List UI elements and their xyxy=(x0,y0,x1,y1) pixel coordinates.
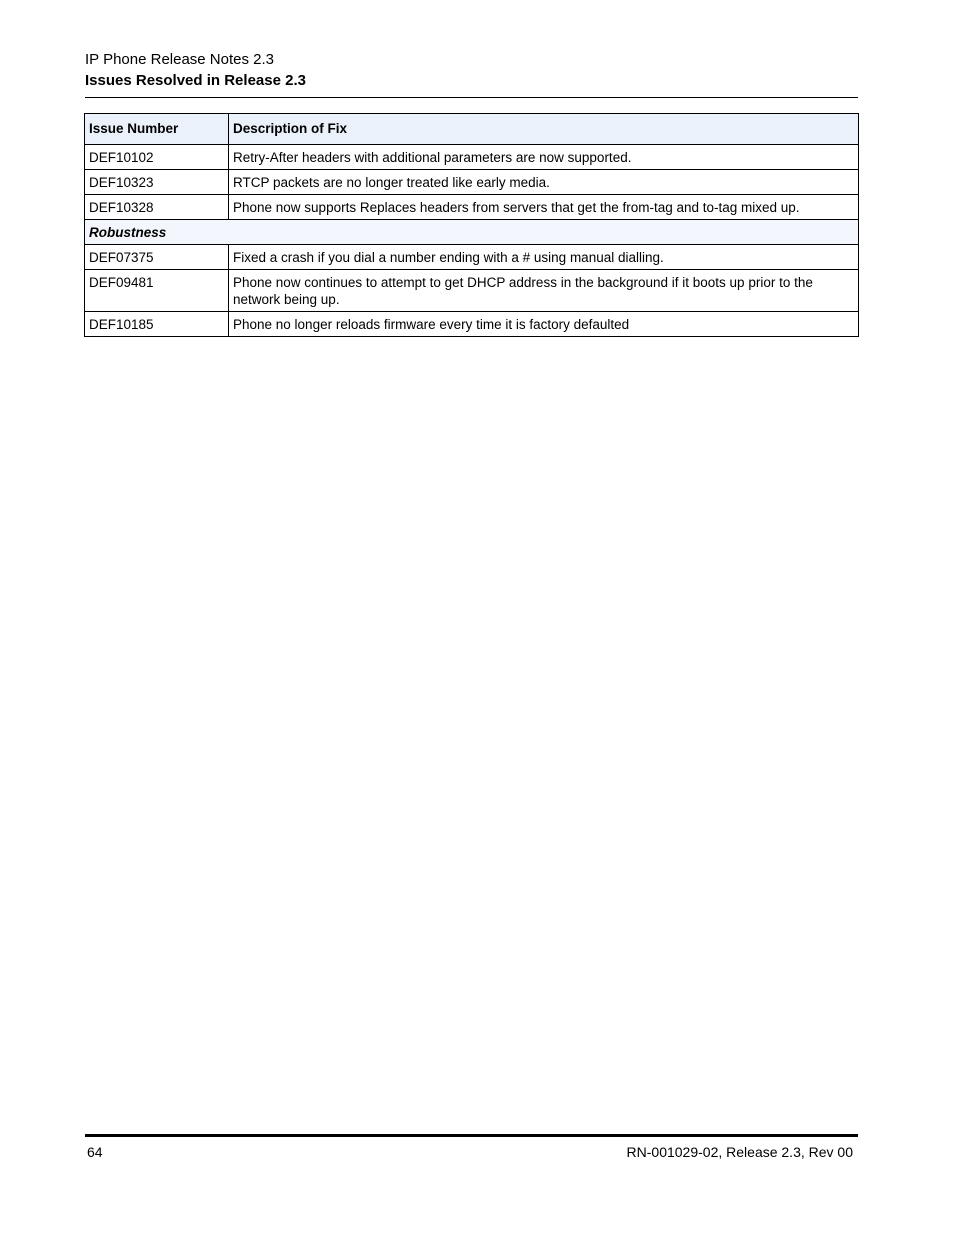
description-cell: Phone now continues to attempt to get DHCP address in the background if it boots up prior to the network being up. xyxy=(229,270,859,312)
description-cell: Retry-After headers with additional parameters are now supported. xyxy=(229,145,859,170)
page-header xyxy=(85,50,858,90)
table-row xyxy=(85,145,859,170)
table-row xyxy=(85,245,859,270)
group-label: Robustness xyxy=(85,220,859,245)
issue-number-cell: DEF10328 xyxy=(85,195,229,220)
table-row xyxy=(85,312,859,337)
description-cell: Phone now supports Replaces headers from servers that get the from-tag and to-tag mixed up. xyxy=(229,195,859,220)
section-title: Issues Resolved in Release 2.3 xyxy=(85,72,306,89)
header-divider xyxy=(85,97,858,98)
table-row xyxy=(85,270,859,312)
table-header-row xyxy=(85,114,859,145)
table-row xyxy=(85,170,859,195)
issue-number-cell: DEF10185 xyxy=(85,312,229,337)
document-title: IP Phone Release Notes 2.3 xyxy=(85,51,275,68)
page-number: 64 xyxy=(87,1144,103,1160)
issues-resolved-table xyxy=(84,113,859,337)
column-header-description: Description of Fix xyxy=(229,114,859,145)
issue-number-cell: DEF09481 xyxy=(85,270,229,312)
group-row-robustness xyxy=(85,220,859,245)
issue-number-cell: DEF10102 xyxy=(85,145,229,170)
description-cell: Fixed a crash if you dial a number ending with a # using manual dialling. xyxy=(229,245,859,270)
description-cell: RTCP packets are no longer treated like early media. xyxy=(229,170,859,195)
column-header-issue-number: Issue Number xyxy=(85,114,229,145)
issue-number-cell: DEF10323 xyxy=(85,170,229,195)
description-cell: Phone no longer reloads firmware every time it is factory defaulted xyxy=(229,312,859,337)
document-reference: RN-001029-02, Release 2.3, Rev 00 xyxy=(626,1144,853,1160)
table-row xyxy=(85,195,859,220)
issue-number-cell: DEF07375 xyxy=(85,245,229,270)
footer-divider xyxy=(85,1134,858,1137)
